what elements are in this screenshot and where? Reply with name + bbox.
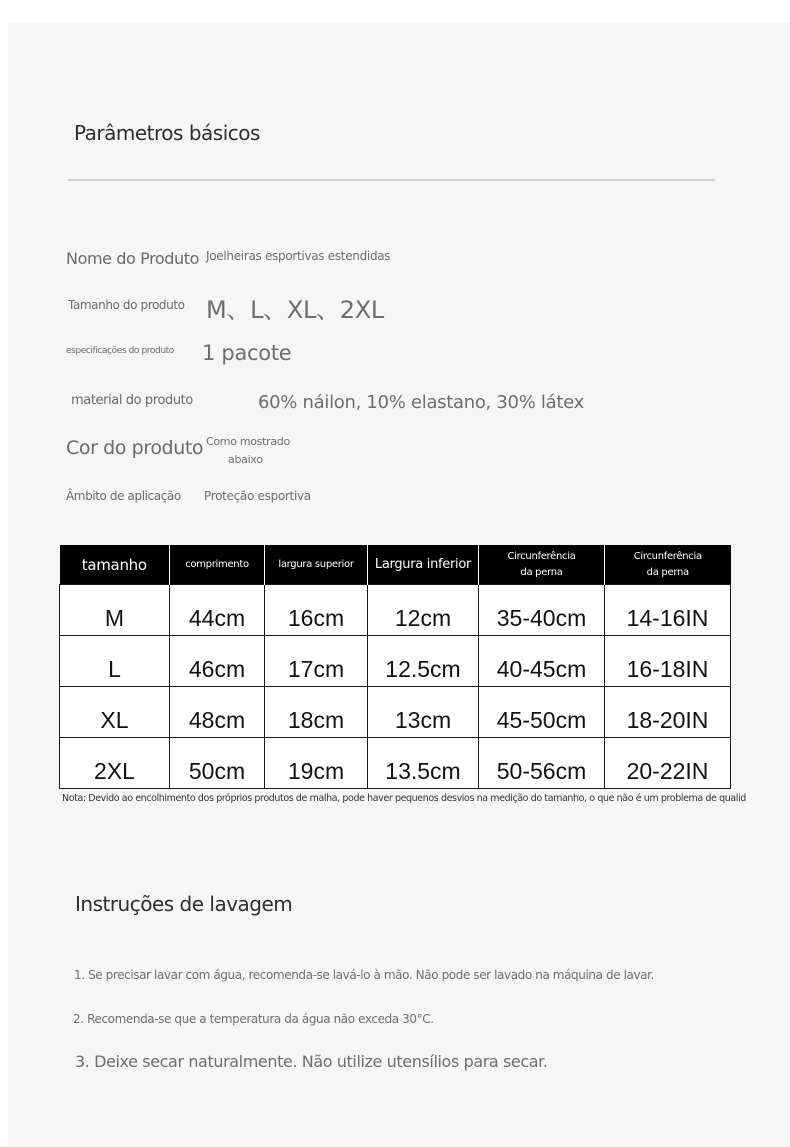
- size-note: Nota: Devido ao encolhimento dos próprios produtos de malha, pode haver pequenos desvios na medição do tamanho, o que não é um problema de qualid: [62, 793, 746, 804]
- table-cell: 12cm: [368, 585, 479, 636]
- table-cell: 50-56cm: [479, 738, 605, 789]
- size-table: [59, 545, 731, 789]
- table-row: [60, 585, 731, 636]
- param-label-color: Cor do produto: [66, 437, 204, 459]
- table-cell: 46cm: [170, 636, 265, 687]
- table-cell: 50cm: [170, 738, 265, 789]
- param-value-name: Joelheiras esportivas estendidas: [206, 249, 391, 263]
- table-cell: L: [60, 636, 170, 687]
- table-cell: XL: [60, 687, 170, 738]
- table-cell: 48cm: [170, 687, 265, 738]
- table-cell: M: [60, 585, 170, 636]
- param-value-spec: 1 pacote: [202, 341, 292, 365]
- table-cell: 40-45cm: [479, 636, 605, 687]
- param-value-color-line1: Como mostrado: [206, 435, 290, 448]
- header-bottom-width: Largura inferior: [368, 545, 479, 585]
- table-row: [60, 687, 731, 738]
- header-top-width: largura superior: [265, 545, 368, 585]
- title-divider: [68, 179, 715, 181]
- table-cell: 16cm: [265, 585, 368, 636]
- param-label-scope: Âmbito de aplicação: [66, 489, 181, 503]
- table-cell: 2XL: [60, 738, 170, 789]
- basic-params-title: Parâmetros básicos: [74, 121, 260, 145]
- table-cell: 35-40cm: [479, 585, 605, 636]
- table-row: [60, 738, 731, 789]
- washing-item-3: 3. Deixe secar naturalmente. Não utilize utensílios para secar.: [75, 1052, 548, 1071]
- table-cell: 14-16IN: [605, 585, 731, 636]
- param-label-material: material do produto: [71, 393, 193, 408]
- table-cell: 12.5cm: [368, 636, 479, 687]
- table-row: [60, 636, 731, 687]
- header-size: tamanho: [60, 545, 170, 585]
- washing-title: Instruções de lavagem: [75, 892, 293, 916]
- table-cell: 16-18IN: [605, 636, 731, 687]
- size-table-header-row: [60, 545, 731, 585]
- table-cell: 44cm: [170, 585, 265, 636]
- header-leg-circumference-in: Circunferência da perna: [605, 545, 731, 585]
- washing-item-1: 1. Se precisar lavar com água, recomenda-se lavá-lo à mão. Não pode ser lavado na máquina de lavar.: [74, 968, 654, 982]
- param-value-size: M、L、XL、2XL: [206, 296, 384, 324]
- washing-item-2: 2. Recomenda-se que a temperatura da água não exceda 30°C.: [73, 1012, 434, 1026]
- table-cell: 18-20IN: [605, 687, 731, 738]
- param-value-scope: Proteção esportiva: [204, 489, 311, 503]
- table-cell: 45-50cm: [479, 687, 605, 738]
- table-cell: 13.5cm: [368, 738, 479, 789]
- param-label-spec: especificações do produto: [66, 346, 174, 356]
- table-cell: 17cm: [265, 636, 368, 687]
- param-label-size: Tamanho do produto: [68, 298, 185, 312]
- table-cell: 19cm: [265, 738, 368, 789]
- param-value-material: 60% náilon, 10% elastano, 30% látex: [258, 392, 584, 413]
- param-label-name: Nome do Produto: [66, 249, 200, 268]
- table-cell: 20-22IN: [605, 738, 731, 789]
- table-cell: 18cm: [265, 687, 368, 738]
- header-length: comprimento: [170, 545, 265, 585]
- header-leg-circumference-cm: Circunferência da perna: [479, 545, 605, 585]
- param-value-color-line2: abaixo: [228, 453, 263, 466]
- table-cell: 13cm: [368, 687, 479, 738]
